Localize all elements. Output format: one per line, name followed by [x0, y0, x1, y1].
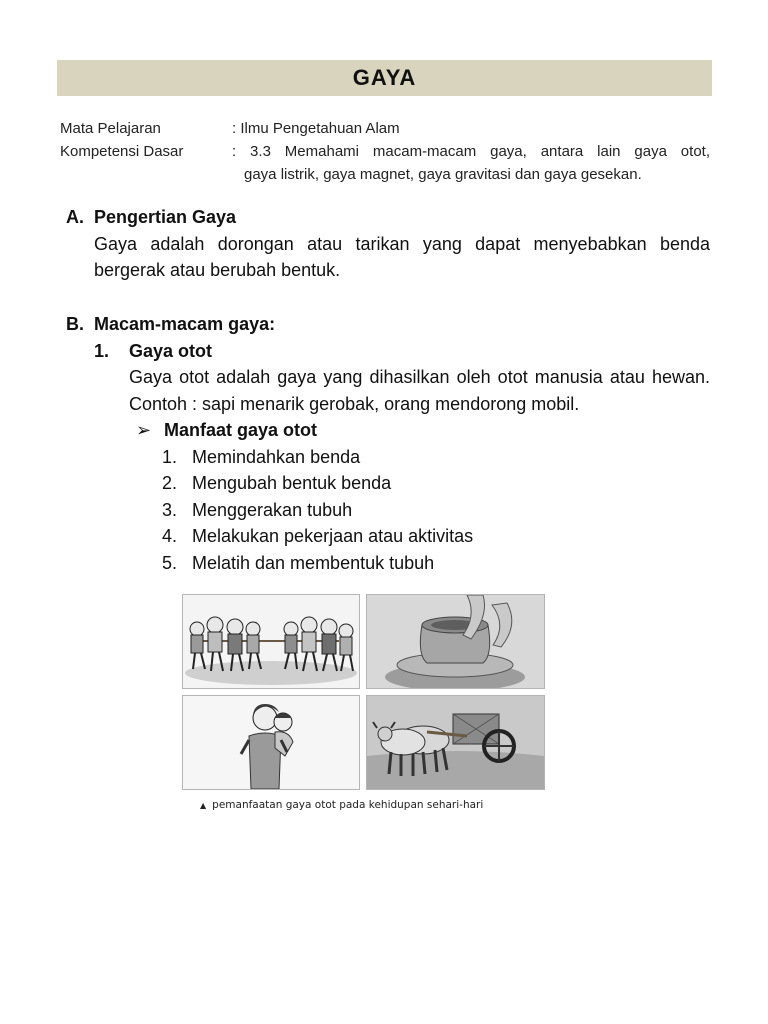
list-item — [162, 523, 710, 550]
benefit-list — [66, 444, 710, 577]
list-item-number: 5. — [162, 552, 178, 573]
page-title: GAYA — [352, 65, 417, 90]
section-a-text: Gaya adalah dorongan atau tarikan yang dapat menyebabkan benda bergerak atau berubah bentuk. — [94, 233, 710, 280]
meta-competence-row — [60, 140, 710, 186]
list-item-number: 1. — [162, 446, 178, 467]
ox-cart-illustration — [366, 695, 545, 790]
competence-line-1: : 3.3 Memahami macam-macam gaya, antara lain gaya otot, — [232, 143, 710, 160]
list-item — [162, 444, 710, 471]
section-b-header — [66, 311, 710, 338]
section-b — [66, 311, 710, 576]
pottery-drawing — [367, 595, 544, 688]
competence-line-2: gaya listrik, gaya magnet, gaya gravitasi dan gaya gesekan. — [244, 166, 642, 183]
item1-header — [66, 338, 710, 365]
meta-subject-row — [60, 117, 710, 140]
list-item-text: Menggerakan tubuh — [192, 499, 353, 520]
list-item-text: Melakukan pekerjaan atau aktivitas — [192, 526, 474, 546]
ox-cart-drawing — [367, 696, 544, 789]
item1-heading: Gaya otot — [129, 340, 213, 361]
subject-value: : Ilmu Pengetahuan Alam — [232, 120, 400, 137]
list-item-number: 2. — [162, 473, 178, 493]
item1-text: Gaya otot adalah gaya yang dihasilkan oleh otot manusia atau hewan. Contoh : sapi menarik gerobak, orang mendorong mobil. — [129, 367, 710, 414]
section-a — [66, 204, 710, 284]
list-item-number: 4. — [162, 526, 178, 546]
list-item-text: Memindahkan benda — [192, 446, 361, 467]
arrow-bullet-icon: ➢ — [136, 420, 152, 440]
list-item — [162, 550, 710, 577]
section-a-number: A. — [66, 207, 84, 227]
figure-caption — [200, 799, 483, 811]
section-a-heading: Pengertian Gaya — [94, 207, 237, 227]
section-b-heading: Macam-macam gaya: — [94, 314, 276, 334]
carrying-child-illustration — [182, 695, 360, 790]
list-item-text: Mengubah bentuk benda — [192, 473, 392, 493]
meta-info — [60, 117, 710, 186]
caption-triangle-icon: ▲ — [200, 801, 207, 810]
section-a-header — [66, 204, 710, 231]
subject-label: Mata Pelajaran — [60, 120, 161, 137]
list-item-number: 3. — [162, 499, 178, 520]
list-item — [162, 470, 710, 497]
benefit-heading: Manfaat gaya otot — [164, 420, 318, 440]
section-b-number: B. — [66, 314, 84, 334]
list-item — [162, 497, 710, 524]
tug-of-war-drawing — [183, 595, 359, 688]
caption-text: pemanfaatan gaya otot pada kehidupan sehari-hari — [212, 799, 484, 811]
pottery-illustration — [366, 594, 545, 689]
tug-of-war-illustration — [182, 594, 360, 689]
benefit-header — [66, 417, 710, 444]
competence-value — [232, 140, 710, 186]
competence-label: Kompetensi Dasar — [60, 143, 184, 160]
title-bar — [57, 60, 712, 96]
carrying-child-drawing — [183, 696, 359, 789]
list-item-text: Melatih dan membentuk tubuh — [192, 552, 435, 573]
item1-number: 1. — [94, 340, 110, 361]
